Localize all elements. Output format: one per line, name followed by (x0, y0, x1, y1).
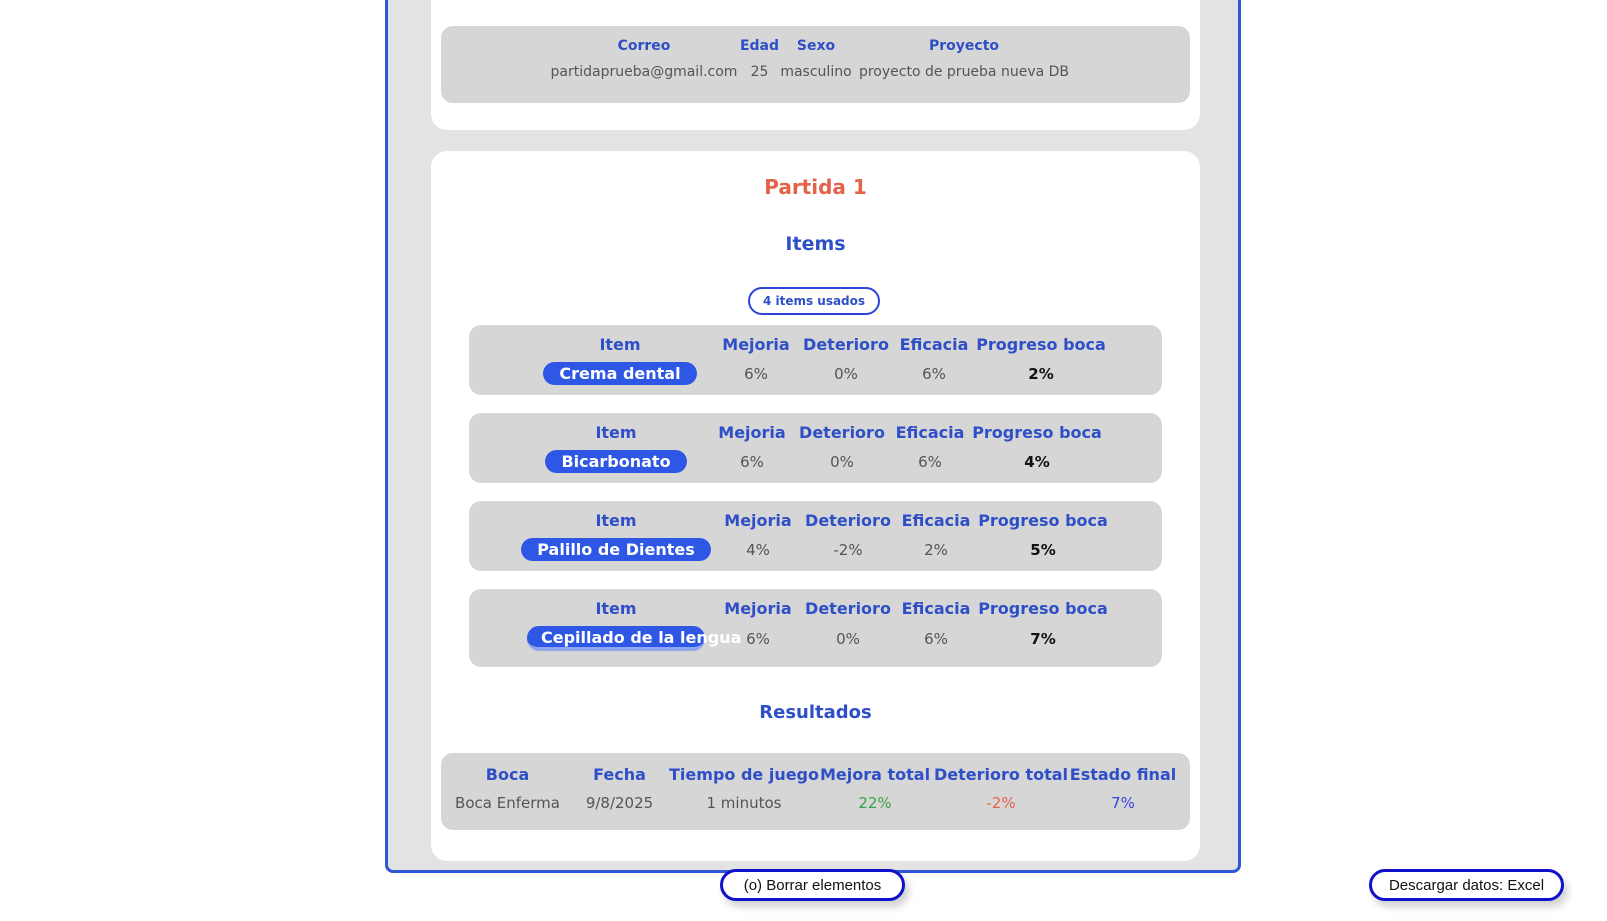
header-eficacia: Eficacia (899, 335, 969, 354)
value-mejora-total: 22% (858, 794, 892, 812)
clear-elements-button[interactable]: (o) Borrar elementos (720, 869, 905, 901)
results-table-box (441, 753, 1190, 830)
header-progreso-boca: Progreso boca (978, 599, 1108, 618)
header-mejoria: Mejoria (722, 335, 790, 354)
header-progreso-boca: Progreso boca (978, 511, 1108, 530)
item-name-pill[interactable]: Bicarbonato (545, 450, 686, 473)
personal-data-title (431, 0, 1200, 1)
item-progreso-boca: 5% (1030, 540, 1056, 559)
value-proyecto: proyecto de prueba nueva DB (858, 64, 1070, 80)
header-sexo: Sexo (796, 38, 836, 54)
value-edad: 25 (750, 64, 769, 80)
header-proyecto: Proyecto (928, 38, 999, 54)
header-mejoria: Mejoria (724, 599, 792, 618)
item-mejoria: 6% (740, 452, 764, 471)
header-item: Item (599, 335, 641, 354)
personal-data-table-box (441, 26, 1190, 103)
partida-card (431, 151, 1200, 861)
header-eficacia: Eficacia (895, 423, 965, 442)
results-panel (385, 0, 1241, 873)
value-estado-final: 7% (1111, 794, 1135, 812)
item-name-pill[interactable]: Cepillado de la lengua (527, 626, 705, 651)
header-deterioro: Deterioro (799, 423, 885, 442)
item-table (521, 511, 1108, 561)
header-mejora-total: Mejora total (819, 765, 931, 784)
header-deterioro-total: Deterioro total (933, 765, 1069, 784)
item-deterioro: 0% (830, 452, 854, 471)
header-eficacia: Eficacia (901, 599, 971, 618)
item-mejoria: 6% (746, 629, 770, 648)
item-progreso-boca: 4% (1024, 452, 1050, 471)
value-sexo: masculino (780, 64, 852, 80)
item-row (469, 501, 1162, 571)
item-table (531, 335, 1106, 385)
header-mejoria: Mejoria (718, 423, 786, 442)
partida-title: Partida 1 (764, 175, 867, 199)
header-deterioro: Deterioro (805, 599, 891, 618)
item-deterioro: -2% (833, 540, 863, 559)
value-correo: partidaprueba@gmail.com (550, 64, 738, 80)
item-row (469, 325, 1162, 395)
header-fecha: Fecha (593, 765, 646, 784)
header-item: Item (595, 423, 637, 442)
header-deterioro: Deterioro (803, 335, 889, 354)
item-eficacia: 6% (922, 364, 946, 383)
results-table (451, 765, 1177, 812)
header-item: Item (595, 511, 637, 530)
item-row (469, 589, 1162, 667)
item-name-pill[interactable]: Palillo de Dientes (521, 538, 711, 561)
item-eficacia: 6% (924, 629, 948, 648)
item-eficacia: 6% (918, 452, 942, 471)
header-boca: Boca (485, 765, 530, 784)
item-progreso-boca: 7% (1030, 629, 1056, 648)
item-table (521, 599, 1108, 651)
item-mejoria: 6% (744, 364, 768, 383)
header-deterioro: Deterioro (805, 511, 891, 530)
results-title: Resultados (759, 702, 872, 723)
items-title: Items (785, 233, 846, 255)
item-progreso-boca: 2% (1028, 364, 1054, 383)
header-edad: Edad (739, 38, 780, 54)
personal-data-card (431, 0, 1200, 130)
header-estado-final: Estado final (1069, 765, 1177, 784)
header-item: Item (595, 599, 637, 618)
item-name-pill[interactable]: Crema dental (543, 362, 696, 385)
header-correo: Correo (617, 38, 671, 54)
header-progreso-boca: Progreso boca (972, 423, 1102, 442)
item-eficacia: 2% (924, 540, 948, 559)
header-progreso-boca: Progreso boca (976, 335, 1106, 354)
item-mejoria: 4% (746, 540, 770, 559)
item-row (469, 413, 1162, 483)
value-fecha: 9/8/2025 (585, 794, 654, 812)
item-table (527, 423, 1102, 473)
item-deterioro: 0% (836, 629, 860, 648)
personal-data-table (551, 38, 1078, 80)
value-deterioro-total: -2% (986, 794, 1016, 812)
header-tiempo-de-juego: Tiempo de juego (669, 765, 819, 784)
item-deterioro: 0% (834, 364, 858, 383)
header-eficacia: Eficacia (901, 511, 971, 530)
header-mejoria: Mejoria (724, 511, 792, 530)
items-used-badge[interactable]: 4 items usados (748, 287, 880, 315)
download-excel-button[interactable]: Descargar datos: Excel (1369, 869, 1564, 901)
value-boca: Boca Enferma (455, 794, 560, 812)
value-tiempo-de-juego: 1 minutos (706, 794, 782, 812)
